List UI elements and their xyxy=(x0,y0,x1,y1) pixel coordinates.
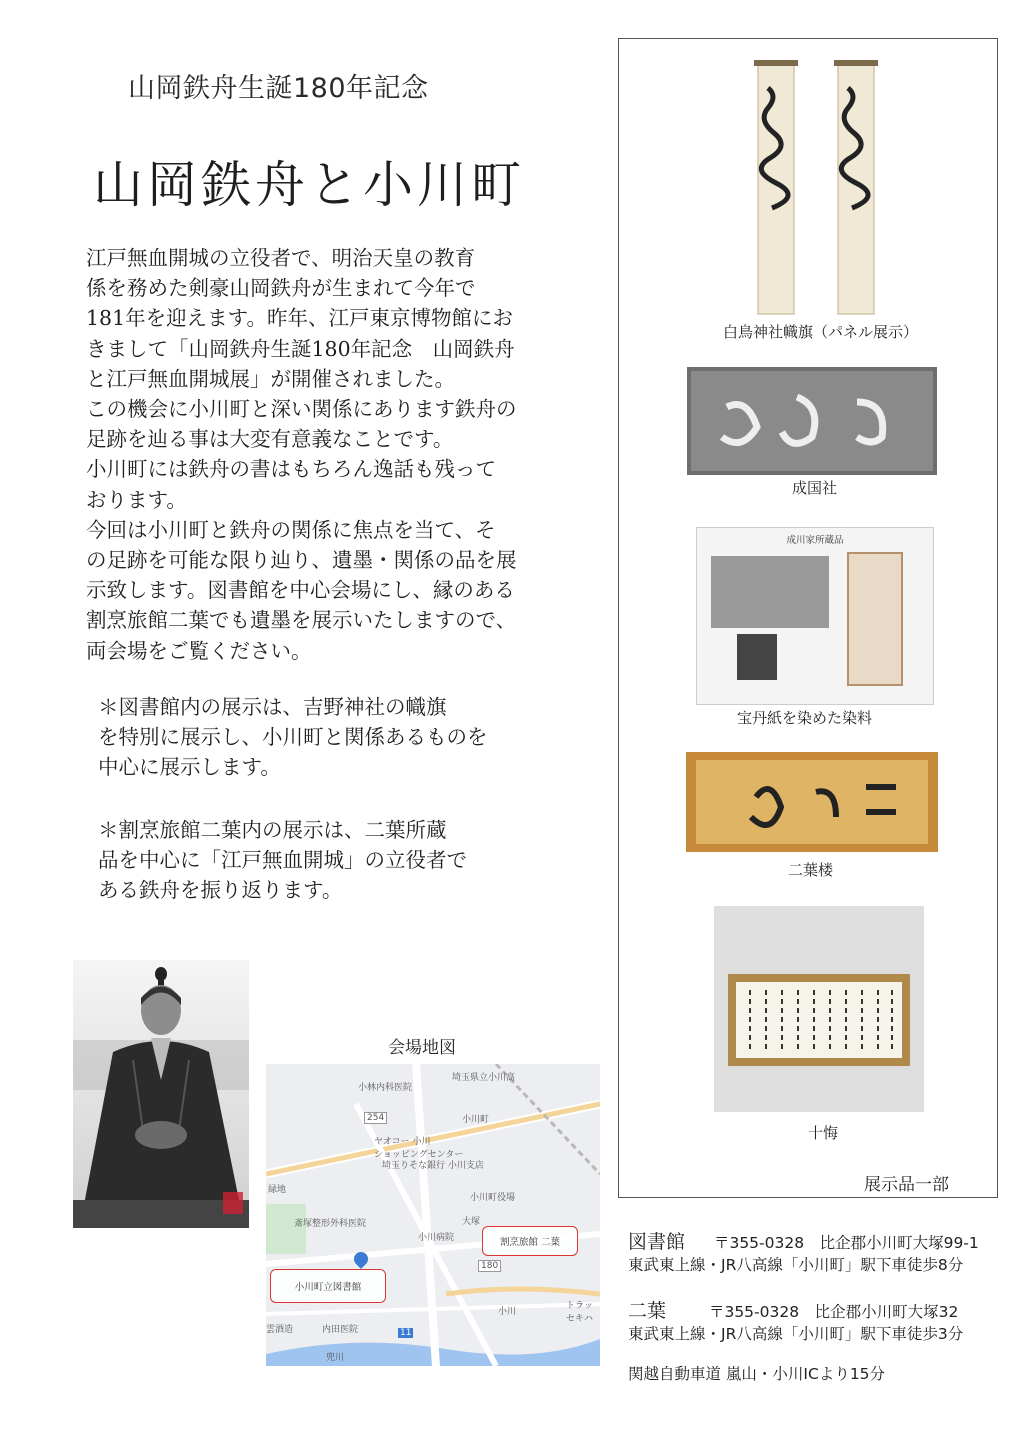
exhibit-caption: 十悔 xyxy=(808,1124,839,1142)
venue-library-marker[interactable]: 小川町立図書館 xyxy=(270,1269,386,1303)
note-line: ＊図書館内の展示は、吉野神社の幟旗 xyxy=(98,695,447,719)
map-label-river: 兜川 xyxy=(326,1353,345,1363)
map-label-seikei: 斎塚整形外科医院 xyxy=(294,1219,367,1229)
intro-paragraph xyxy=(86,243,556,666)
map-label-sake: 雲酒造 xyxy=(266,1325,294,1335)
portrait-illustration xyxy=(73,960,249,1228)
exhibit-banner-image xyxy=(740,58,890,320)
page-title: 山岡鉄舟と小川町 xyxy=(93,156,525,214)
collection-scroll xyxy=(847,552,903,686)
scroll-calligraphy xyxy=(736,982,902,1058)
intro-line: 足跡を辿る事は大変有意義なことです。 xyxy=(86,427,454,452)
note-line: ある鉄舟を振り返ります。 xyxy=(98,878,343,902)
route-180-badge: 180 xyxy=(478,1260,501,1272)
map-label-otsuka: 大塚 xyxy=(462,1217,481,1227)
exhibit-scroll-image xyxy=(714,906,924,1112)
route-11-badge: 11 xyxy=(400,1328,412,1338)
venue-access: 東武東上線・JR八高線「小川町」駅下車徒歩3分 xyxy=(628,1325,964,1343)
map-label-school: 埼玉県立小川高 xyxy=(452,1073,516,1083)
note-futaba xyxy=(98,815,467,905)
map-title: 会場地図 xyxy=(388,1038,456,1058)
venue-address: 〒355-0328 比企郡小川町大塚99-1 xyxy=(713,1234,979,1252)
portrait-photo xyxy=(73,960,249,1228)
map-label-ogawa: 小川 xyxy=(498,1307,517,1317)
map-roads xyxy=(266,1064,600,1366)
intro-line: 181年を迎えます。昨年、江戸東京博物館にお xyxy=(86,306,513,331)
map-label-hospital: 小川病院 xyxy=(418,1233,455,1243)
exhibit-caption: 成国社 xyxy=(792,479,838,497)
venue-futaba-marker[interactable]: 割烹旅館 二葉 xyxy=(482,1226,578,1256)
exhibit-signboard-image xyxy=(687,367,937,475)
exhibit-caption: 白鳥神社幟旗（パネル展示） xyxy=(723,323,919,341)
venue-access: 東武東上線・JR八高線「小川町」駅下車徒歩8分 xyxy=(628,1256,964,1274)
venue-name: 二葉 xyxy=(628,1300,667,1322)
subtitle: 山岡鉄舟生誕180年記念 xyxy=(128,73,429,104)
collection-panel-header: 成川家所蔵品 xyxy=(786,535,844,546)
note-line: 中心に展示します。 xyxy=(98,755,281,779)
intro-line: きまして「山岡鉄舟生誕180年記念 山岡鉄舟 xyxy=(86,336,515,361)
intro-line: 両会場をご覧ください。 xyxy=(86,638,312,663)
venue-map[interactable] xyxy=(266,1064,600,1366)
note-line: ＊割烹旅館二葉内の展示は、二葉所蔵 xyxy=(98,818,447,842)
collection-photo xyxy=(711,556,829,628)
intro-line: 割烹旅館二葉でも遺墨を展示いたしますので、 xyxy=(86,608,517,633)
map-label-truck: トラッ セキハ xyxy=(566,1301,594,1324)
intro-line: おります。 xyxy=(86,487,187,512)
venue-address: 〒355-0328 比企郡小川町大塚32 xyxy=(708,1303,959,1321)
venue-library-info xyxy=(628,1227,979,1254)
exhibits-footer: 展示品一部 xyxy=(864,1175,949,1195)
note-line: を特別に展示し、小川町と関係あるものを xyxy=(98,725,488,749)
map-label-greenland: 緑地 xyxy=(268,1185,287,1195)
note-library xyxy=(98,692,488,782)
map-label-bank: 埼玉りそな銀行 小川支店 xyxy=(382,1161,484,1171)
exhibit-caption: 二葉楼 xyxy=(788,861,834,879)
map-label-town-office: 小川町役場 xyxy=(470,1193,516,1203)
map-label-clinic: 小林内科医院 xyxy=(358,1083,413,1093)
exhibit-caption: 宝丹紙を染めた染料 xyxy=(737,709,873,727)
venue-name: 図書館 xyxy=(628,1231,686,1253)
intro-line: 係を務めた剣豪山岡鉄舟が生まれて今年で xyxy=(86,276,476,301)
collection-photo xyxy=(737,634,777,680)
intro-line: の足跡を可能な限り辿り、遺墨・関係の品を展 xyxy=(86,548,517,573)
route-254-badge: 254 xyxy=(364,1112,387,1124)
intro-line: と江戸無血開城展」が開催されました。 xyxy=(86,366,455,391)
intro-line: この機会に小川町と深い関係にあります鉄舟の xyxy=(86,397,517,422)
note-line: 品を中心に「江戸無血開城」の立役者で xyxy=(98,848,467,872)
intro-line: 今回は小川町と鉄舟の関係に焦点を当て、そ xyxy=(86,517,496,542)
venue-futaba-info xyxy=(628,1296,958,1323)
map-label-shopping: ヤオコー 小川 ショッピングセンター xyxy=(374,1137,464,1160)
exhibit-collection-panel xyxy=(696,527,934,705)
intro-line: 小川町には鉄舟の書はもちろん逸話も残って xyxy=(86,457,496,482)
exhibit-plaque-image xyxy=(686,752,938,852)
intro-line: 示致します。図書館を中心会場にし、縁のある xyxy=(86,578,515,603)
map-label-station: 小川町 xyxy=(462,1115,490,1125)
intro-line: 江戸無血開城の立役者で、明治天皇の教育 xyxy=(86,246,476,270)
highway-access: 関越自動車道 嵐山・小川ICより15分 xyxy=(628,1365,886,1383)
map-label-uchida: 内田医院 xyxy=(322,1325,359,1335)
